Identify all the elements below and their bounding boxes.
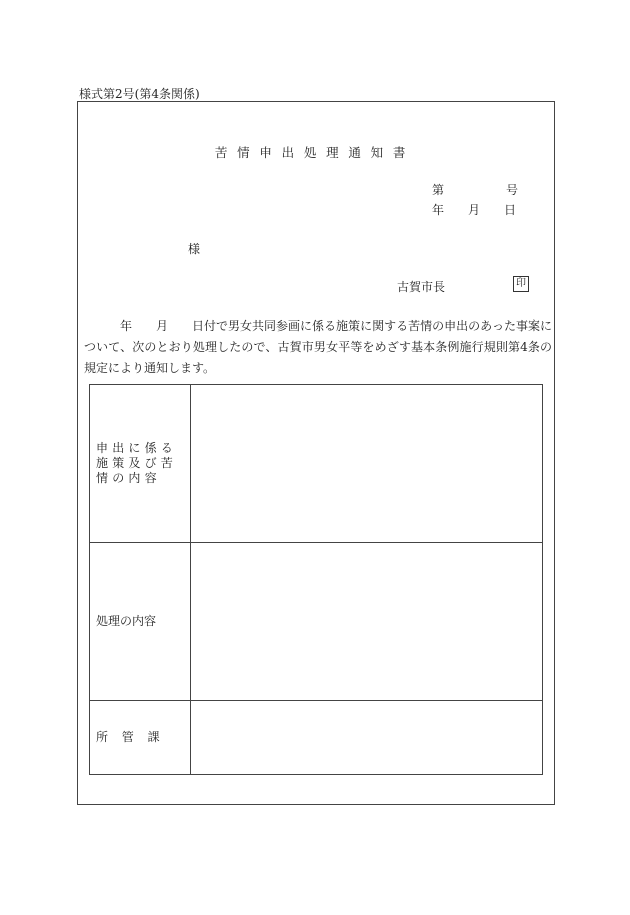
- row-value[interactable]: [191, 701, 543, 775]
- body-text: 日付で男女共同参画に係る施策に関する苦情の申出のあった事案について、次のとおり処理したので、古賀市男女平等をめざす基本条例施行規則第4条の規定により通知します。: [84, 319, 552, 375]
- row-label: [90, 543, 191, 701]
- row-label-text: 所管課: [96, 730, 174, 744]
- document-number-line: [432, 181, 518, 198]
- date-day: 日: [504, 203, 517, 217]
- date-year: 年: [432, 203, 445, 217]
- body-paragraph: [84, 316, 552, 379]
- row-label: [90, 701, 191, 775]
- date-line: [432, 201, 516, 218]
- content-table: [89, 384, 543, 775]
- row-label-text: 申出に係る施策及び苦情の内容: [96, 441, 178, 485]
- row-value[interactable]: [191, 385, 543, 543]
- form-label: 様式第2号(第4条関係): [79, 87, 200, 101]
- number-suffix: 号: [506, 183, 519, 197]
- recipient-honorific: 様: [188, 242, 201, 256]
- row-label-text: 処理の内容: [96, 614, 157, 628]
- seal-mark: 印: [513, 276, 529, 292]
- document-title-text: 苦情申出処理通知書: [214, 145, 416, 160]
- body-year: 年: [120, 319, 133, 333]
- table-row: [90, 701, 543, 775]
- issuer-name: 古賀市長: [397, 280, 446, 294]
- document-title: [0, 143, 630, 161]
- body-month: 月: [156, 319, 169, 333]
- row-value[interactable]: [191, 543, 543, 701]
- table-row: [90, 385, 543, 543]
- date-month: 月: [468, 203, 481, 217]
- row-label: [90, 385, 191, 543]
- number-prefix: 第: [432, 183, 445, 197]
- table-row: [90, 543, 543, 701]
